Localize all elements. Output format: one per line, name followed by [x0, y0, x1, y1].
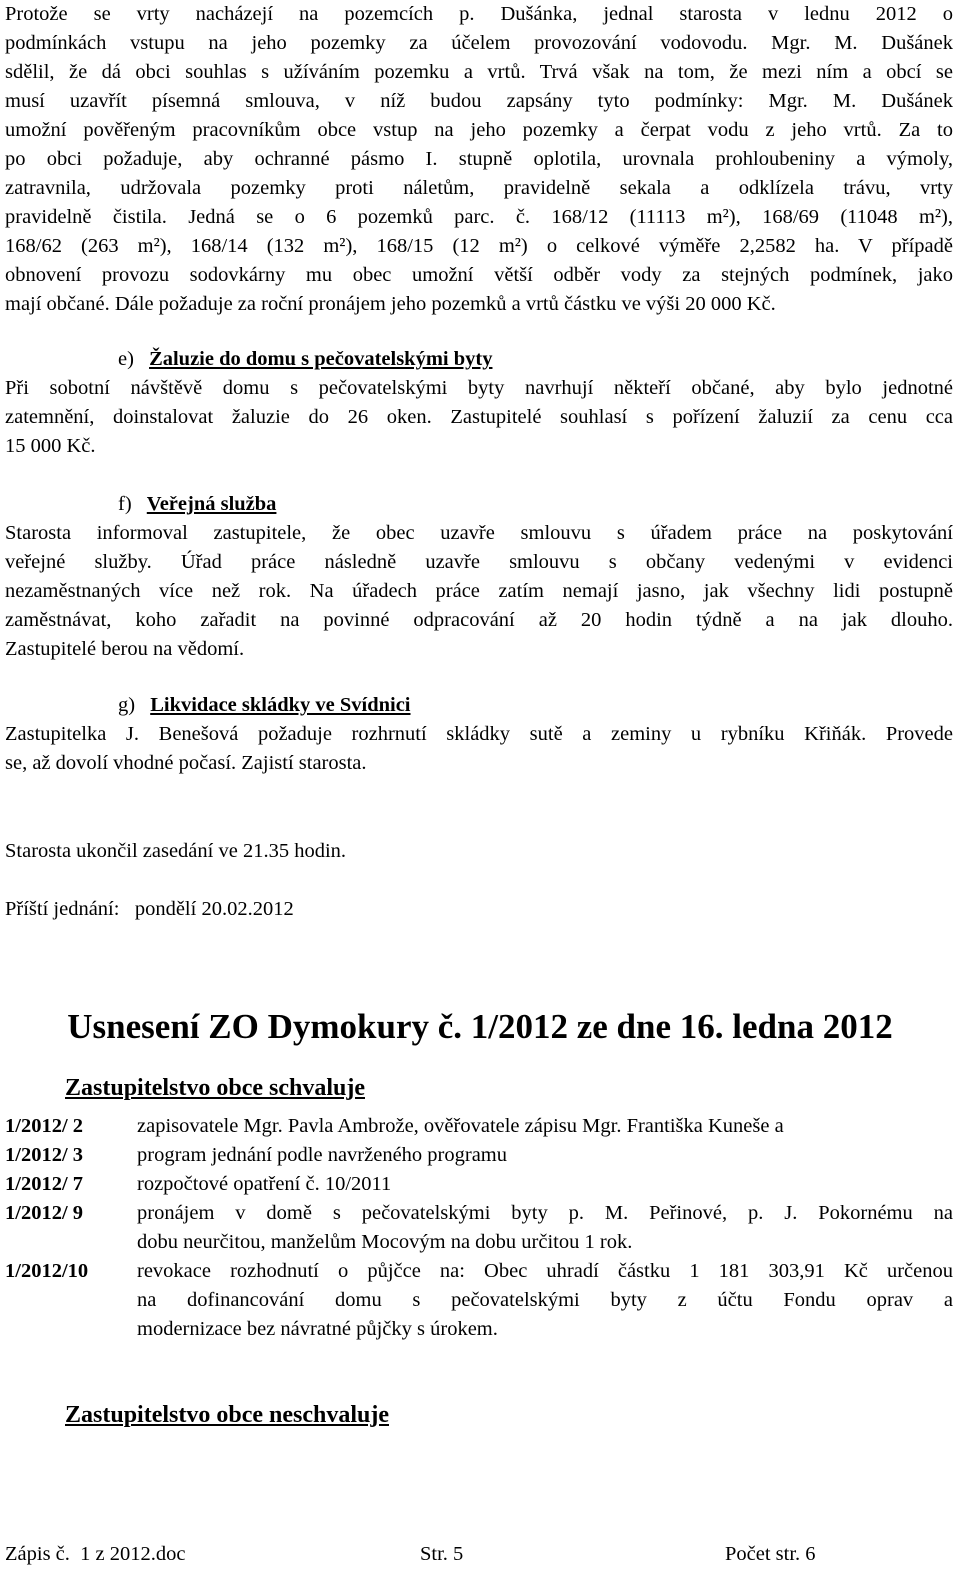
- section-f: [5, 490, 953, 664]
- resolution-text: rozpočtové opatření č. 10/2011: [137, 1173, 392, 1195]
- section-heading: [5, 490, 953, 519]
- resolution-text: program jednání podle navrženého programu: [137, 1144, 508, 1166]
- text-line: podmínkách vstupu na jeho pozemky za účelem provozování vodovodu. Mgr. M. Dušánek: [5, 32, 953, 54]
- text-line: Starosta informoval zastupitele, že obec uzavře smlouvu s úřadem práce na poskytování: [5, 522, 953, 544]
- resolution-number: 1/2012/ 9: [5, 1202, 84, 1224]
- text-line: zatemnění, doinstalovat žaluzie do 26 oken. Zastupitelé souhlasí s pořízení žaluzií za cenu cca: [5, 406, 953, 428]
- text-line: mají občané. Dále požaduje za roční pronájem jeho pozemků a vrtů částku ve výši 20 000 Kč.: [5, 293, 776, 315]
- text-line: Protože se vrty nacházejí na pozemcích p. Dušánka, jednal starosta v lednu 2012 o: [5, 3, 953, 25]
- section-label: e): [118, 348, 134, 370]
- resolution-item: [5, 1141, 953, 1170]
- section-heading: [5, 691, 953, 720]
- text-line: musí uzavřít písemná smlouva, v níž budou zapsány tyto podmínky: Mgr. M. Dušánek: [5, 90, 953, 112]
- page-footer: [5, 1540, 953, 1569]
- resolution-number: 1/2012/ 2: [5, 1115, 84, 1137]
- section-e: [5, 345, 953, 461]
- footer-total: Počet str. 6: [725, 1543, 816, 1565]
- text-line: Zastupitelé berou na vědomí.: [5, 638, 245, 660]
- text-line: obnovení provozu sodovkárny mu obec umožní větší odběr vody za stejných podmínek, jako: [5, 264, 953, 286]
- closing-text: Starosta ukončil zasedání ve 21.35 hodin.: [5, 840, 347, 862]
- footer-file: Zápis č. 1 z 2012.doc: [5, 1543, 186, 1565]
- intro-paragraph: [5, 0, 953, 319]
- footer-page: Str. 5: [420, 1543, 464, 1565]
- section-heading: [5, 345, 953, 374]
- text-line: Při sobotní návštěvě domu s pečovatelskými byty navrhují někteří občané, aby bylo jednotné: [5, 377, 953, 399]
- resolution-text: pronájem v domě s pečovatelskými byty p. M. Peřinové, p. J. Pokornému na: [137, 1202, 953, 1224]
- next-meeting: [5, 895, 953, 924]
- resolution-text: modernizace bez návratné půjčky s úrokem.: [137, 1318, 498, 1340]
- text-line: 168/62 (263 m²), 168/14 (132 m²), 168/15 (12 m²) o celkové výměře 2,2582 ha. V případě: [5, 235, 953, 257]
- section-title: Žaluzie do domu s pečovatelskými byty: [149, 348, 493, 370]
- closing-paragraph: [5, 837, 953, 866]
- text-line: sdělil, že dá obci souhlas s užíváním pozemku a vrtů. Trvá však na tom, že mezi ním a obcí se: [5, 61, 953, 83]
- text-line: po obci požaduje, aby ochranné pásmo I. stupně oplotila, urovnala prohloubeniny a výmoly,: [5, 148, 953, 170]
- text-line: nezaměstnaných více než rok. Na úřadech práce zatím nemají jasno, jak všechny lidi postupně: [5, 580, 953, 602]
- text-line: pravidelně čistila. Jedná se o 6 pozemků parc. č. 168/12 (11113 m²), 168/69 (11048 m²),: [5, 206, 953, 228]
- section-title: Veřejná služba: [146, 493, 277, 515]
- text-line: 15 000 Kč.: [5, 435, 96, 457]
- text-line: se, až dovolí vhodné počasí. Zajistí starosta.: [5, 752, 367, 774]
- text-line: Zastupitelka J. Benešová požaduje rozhrnutí skládky sutě a zeminy u rybníku Křiňák. Provede: [5, 723, 953, 745]
- resolution-text: na dofinancování domu s pečovatelskými byty z účtu Fondu oprav a: [137, 1289, 953, 1311]
- resolution-item: [5, 1257, 953, 1344]
- section-label: g): [118, 694, 136, 716]
- next-meeting-text: Příští jednání: pondělí 20.02.2012: [5, 898, 294, 920]
- text-line: veřejné služby. Úřad práce následně uzavře smlouvu s občany vedenými v evidenci: [5, 551, 953, 573]
- resolution-list: [5, 1112, 953, 1344]
- resolution-number: 1/2012/ 3: [5, 1144, 84, 1166]
- approves-heading: Zastupitelstvo obce schvaluje: [65, 1075, 365, 1101]
- resolution-text: revokace rozhodnutí o půjčce na: Obec uhradí částku 1 181 303,91 Kč určenou: [137, 1260, 953, 1282]
- section-label: f): [118, 493, 132, 515]
- resolution-text: zapisovatele Mgr. Pavla Ambrože, ověřovatele zápisu Mgr. Františka Kuneše a: [137, 1115, 784, 1137]
- resolution-number: 1/2012/10: [5, 1260, 89, 1282]
- resolution-number: 1/2012/ 7: [5, 1173, 84, 1195]
- rejects-heading: Zastupitelstvo obce neschvaluje: [65, 1402, 389, 1428]
- text-line: umožní pověřeným pracovníkům obce vstup na jeho pozemky a čerpat vodu z jeho vrtů. Za to: [5, 119, 953, 141]
- resolution-item: [5, 1170, 953, 1199]
- text-line: zatravnila, udržovala pozemky proti náletům, pravidelně sekala a odklízela trávu, vrty: [5, 177, 953, 199]
- text-line: zaměstnávat, koho zařadit na povinné odpracování až 20 hodin týdně a na jak dlouho.: [5, 609, 953, 631]
- section-title: Likvidace skládky ve Svídnici: [150, 694, 411, 716]
- resolution-item: [5, 1112, 953, 1141]
- resolution-item: [5, 1199, 953, 1257]
- resolution-title: Usnesení ZO Dymokury č. 1/2012 ze dne 16. ledna 2012: [67, 1007, 893, 1046]
- resolution-text: dobu neurčitou, manželům Mocovým na dobu určitou 1 rok.: [137, 1231, 633, 1253]
- section-g: [5, 691, 953, 778]
